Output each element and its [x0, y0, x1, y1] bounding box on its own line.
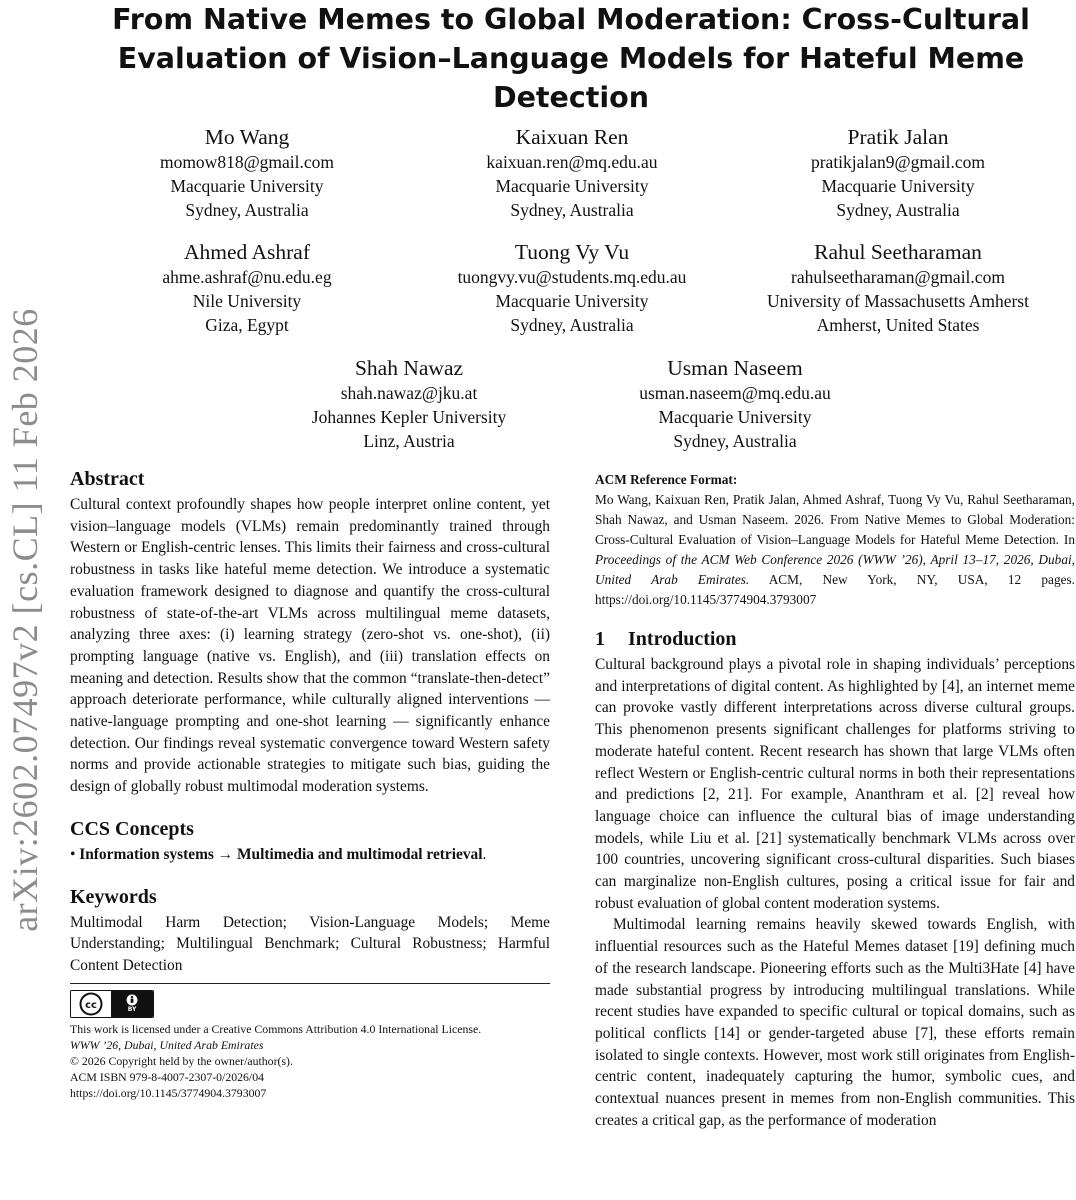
doi-link[interactable]: https://doi.org/10.1145/3774904.3793007 — [70, 1085, 267, 1100]
author-block — [412, 124, 732, 222]
copyright-line: © 2026 Copyright held by the owner/author(s). — [70, 1053, 293, 1068]
ccs-concepts — [70, 844, 550, 866]
author-block — [87, 239, 407, 337]
author-location: Sydney, Australia — [510, 200, 634, 220]
author-name: Kaixuan Ren — [515, 125, 629, 149]
ccs-concept: Information systems → Multimedia and multimodal retrieval — [79, 845, 483, 863]
author-email: usman.naseem@mq.edu.au — [639, 383, 831, 403]
author-email: shah.nawaz@jku.at — [340, 383, 478, 403]
author-location: Linz, Austria — [363, 431, 455, 451]
author-affiliation: University of Massachusetts Amherst — [767, 291, 1029, 311]
author-name: Shah Nawaz — [354, 356, 464, 380]
author-name: Tuong Vy Vu — [514, 240, 630, 264]
cc-icon — [71, 991, 111, 1017]
author-affiliation: Nile University — [192, 291, 302, 311]
keywords-heading: Keywords — [70, 885, 157, 908]
author-block — [87, 124, 407, 222]
by-label: BY — [127, 1006, 137, 1014]
ref-format-heading: ACM Reference Format: — [595, 472, 738, 487]
ccs-suffix: . — [482, 845, 487, 863]
author-email: ahme.ashraf@nu.edu.eg — [162, 267, 332, 287]
author-affiliation: Macquarie University — [170, 176, 324, 196]
author-location: Sydney, Australia — [510, 315, 634, 335]
arxiv-stamp — [0, 0, 50, 1200]
author-block — [412, 239, 732, 337]
author-block — [575, 355, 895, 453]
author-name: Mo Wang — [204, 125, 290, 149]
author-affiliation: Macquarie University — [495, 291, 649, 311]
keywords-text: Multimodal Harm Detection; Vision-Language Models; Meme Understanding; Multilingual Benchmark; Cultural Robustness; Harmful Content Detection — [70, 913, 550, 974]
author-block — [738, 239, 1058, 337]
ccs-bullet: • — [70, 845, 76, 863]
author-affiliation: Macquarie University — [495, 176, 649, 196]
license-line: This work is licensed under a Creative Commons Attribution 4.0 International License. — [70, 1021, 482, 1036]
author-location: Sydney, Australia — [185, 200, 309, 220]
ccs-heading: CCS Concepts — [70, 817, 194, 840]
author-name: Rahul Seetharaman — [814, 240, 982, 264]
paper-title: From Native Memes to Global Moderation: Cross-Cultural Evaluation of Vision–Language Models for Hateful Meme Detection — [112, 3, 1030, 114]
author-email: tuongvy.vu@students.mq.edu.au — [457, 267, 687, 287]
ref-format-publisher: ACM, New York, NY, USA, 12 pages. https://doi.org/10.1145/3774904.3793007 — [595, 572, 1075, 607]
section-title: Introduction — [628, 628, 737, 650]
license-divider — [70, 983, 550, 984]
venue-line: WWW ’26, Dubai, United Arab Emirates — [70, 1037, 264, 1052]
abstract-text: Cultural context profoundly shapes how people interpret online content, yet vision–language models (VLMs) remain predominantly trained through Western or English-centric lenses. This limits their fairness and cross-cultural robustness in tasks like hateful meme detection. We introduce a systematic evaluation framework designed to diagnose and quantify the cross-cultural robustness of state-of-the-art VLMs across multilingual meme datasets, analyzing three axes: (i) learning strategy (zero-shot vs. one-shot), (ii) prompting language (native vs. English), and (iii) translation effects on meaning and detection. Results show that the common “translate-then-detect” approach deteriorate performance, while culturally aligned interventions — native-language prompting and one-shot learning — significantly enhance detection. Our findings reveal systematic convergence toward Western safety norms and provide actionable strategies to mitigate such bias, guiding the design of globally robust multimodal moderation systems. — [70, 496, 550, 796]
author-location: Amherst, United States — [816, 315, 980, 335]
author-block — [249, 355, 569, 453]
section-number: 1 — [595, 628, 605, 650]
ref-format-authors: Mo Wang, Kaixuan Ren, Pratik Jalan, Ahmed Ashraf, Tuong Vy Vu, Rahul Seetharaman, Shah Nawaz, and Usman Naseem. 2026. From Native Memes to Global Moderation: Cross-Cultural Evaluation of Vision–Language Models for Hateful Meme Detection. In — [595, 492, 1075, 547]
cc-label: cc — [85, 999, 97, 1011]
author-block — [738, 124, 1058, 222]
intro-paragraph: Multimodal learning remains heavily skewed towards English, with influential resources such as the Hateful Memes dataset [19] defining much of the research landscape. Pioneering efforts such as the Multi3Hate [4] have made substantial progress by introducing multilingual translations. While recent studies have expanded to specific cultural or topical domains, such as political conflicts [14] or gender-targeted abuse [7], these efforts remain isolated to single contexts. However, most work still originates from English-centric content, inadequately capturing the humor, symbolic cues, and contextual nuances present in memes from non-English communities. This creates a critical gap, as the performance of moderation — [595, 916, 1075, 1129]
author-location: Sydney, Australia — [673, 431, 797, 451]
author-name: Usman Naseem — [667, 356, 803, 380]
cc-by-badge — [70, 990, 154, 1018]
author-location: Giza, Egypt — [205, 315, 289, 335]
author-email: momow818@gmail.com — [159, 152, 335, 172]
author-name: Pratik Jalan — [847, 125, 949, 149]
ref-format-text — [595, 490, 1075, 610]
introduction-heading — [595, 624, 1075, 654]
author-email: rahulseetharaman@gmail.com — [791, 267, 1005, 287]
right-column — [595, 470, 1075, 1131]
left-column — [70, 464, 550, 1101]
isbn-line: ACM ISBN 979-8-4007-2307-0/2026/04 — [70, 1069, 264, 1084]
author-affiliation: Macquarie University — [821, 176, 975, 196]
author-affiliation: Johannes Kepler University — [311, 407, 507, 427]
arxiv-id: arXiv:2602.07497v2 [cs.CL] 11 Feb 2026 — [5, 308, 45, 932]
author-email: kaixuan.ren@mq.edu.au — [486, 152, 658, 172]
author-email: pratikjalan9@gmail.com — [810, 152, 986, 172]
author-name: Ahmed Ashraf — [184, 240, 310, 264]
intro-paragraph: Cultural background plays a pivotal role in shaping individuals’ perceptions and interpretations of digital content. As highlighted by [4], an internet meme can provoke vastly different interpretations across diverse cultural groups. This phenomenon presents significant challenges for platforms striving to moderate hateful content. Recent research has shown that large VLMs often reflect Western or English-centric cultural norms in both their representations and predictions [2, 21]. For example, Ananthram et al. [2] reveal how language choice can influence the cultural bias of image understanding models, while Liu et al. [21] systematically benchmark VLMs across over 100 countries, uncovering significant cross-cultural disparities. Such biases can marginalize non-English cultures, posing a critical issue for fair and robust evaluation of global content moderation systems. — [595, 656, 1075, 912]
author-location: Sydney, Australia — [836, 200, 960, 220]
ref-format-proceedings: Proceedings of the ACM Web Conference 2026 (WWW ’26), April 13–17, 2026, Dubai, United Arab Emirates. — [595, 552, 1075, 587]
by-icon — [111, 991, 153, 1017]
license-block — [70, 1021, 550, 1101]
author-affiliation: Macquarie University — [658, 407, 812, 427]
abstract-heading: Abstract — [70, 468, 145, 490]
